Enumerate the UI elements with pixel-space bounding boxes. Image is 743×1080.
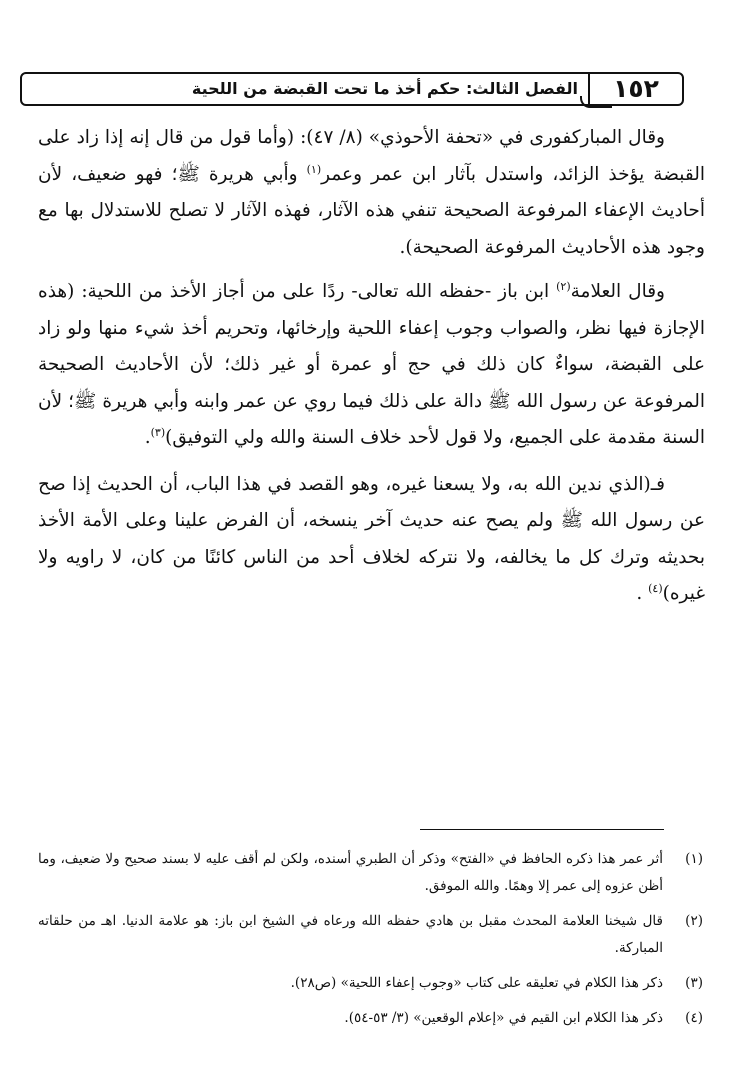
footnote-ref-2[interactable]: (٢): [556, 279, 571, 293]
paragraph-1-text-a: وقال المباركفورى في «تحفة الأحوذي» (٨/ ٤٧): (وأما قول من قال إنه إذا زاد على القبضة يؤخذ الزائد، واستدل بآثار ابن عمر وعمر: [38, 127, 705, 185]
footnotes: [38, 846, 703, 1040]
footnote-number: (٣): [685, 975, 703, 991]
paragraph-2-text-c: .: [144, 427, 151, 448]
footnote-ref-4[interactable]: (٤): [648, 581, 663, 595]
footnote-number: (٢): [685, 913, 703, 929]
footnote-3: [38, 970, 703, 997]
footnote-text: ذكر هذا الكلام في تعليقه على كتاب «وجوب إعفاء اللحية» (ص٢٨).: [290, 975, 663, 991]
footnote-1: [38, 846, 703, 900]
paragraph-1-text-b: وأبي هريرة ﷺ؛ فهو ضعيف، لأن أحاديث الإعفاء المرفوعة الصحيحة تنفي هذه الآثار، فهذه الآثار لا تصلح للاستدلال بها مع وجود هذه الأحاديث المرفوعة الصحيحة).: [38, 163, 705, 258]
footnote-separator: [420, 829, 664, 830]
paragraph-1: [38, 120, 705, 266]
paragraph-3-text-b: .: [636, 583, 649, 604]
footnote-number: (٤): [685, 1010, 703, 1026]
paragraph-3-text-a: فـ(الذي ندين الله به، ولا يسعنا غيره، وهو القصد في هذا الباب، أن الحديث إذا صح عن رسول الله ﷺ ولم يصح عنه حديث آخر ينسخه، أن الفرض علينا وعلى الأمة الأخذ بحديثه وترك كل ما يخالفه، ولا نتركه لخلاف أحد من الناس كائنًا من كان، لا راويه ولا غيره): [38, 473, 705, 604]
footnote-4: [38, 1005, 703, 1032]
footnote-text: ذكر هذا الكلام ابن القيم في «إعلام الوقعين» (٣/ ٥٣-٥٤).: [344, 1010, 663, 1026]
paragraph-3: [38, 467, 705, 613]
chapter-title: الفصل الثالث: حكم أخذ ما تحت القبضة من اللحية: [191, 79, 578, 98]
footnote-ref-3[interactable]: (٣): [150, 425, 166, 439]
paragraph-2-text-b: ابن باز -حفظه الله تعالى- ردًا على من أجاز الأخذ من اللحية: (هذه الإجازة فيها نظر، والصواب وجوب إعفاء اللحية وإرخائها، وتحريم أخذ شيء منها ولو زاد على القبضة، سواءٌ كان ذلك في حج أو عمرة أو غير ذلك؛ لأن الأحاديث الصحيحة المرفوعة عن رسول الله ﷺ دالة على ذلك فيما روي عن عمر وابنه وأبي هريرة ﷺ؛ لأن السنة مقدمة على الجميع، ولا قول لأحد خلاف السنة والله ولي التوفيق): [38, 281, 705, 448]
footnote-text: قال شيخنا العلامة المحدث مقبل بن هادي حفظه الله ورعاه في الشيخ ابن باز: هو علامة الدنيا. اهـ من حلقاته المباركة.: [38, 913, 663, 956]
page-number: ١٥٢: [588, 72, 682, 106]
paragraph-2-text-a: وقال العلامة: [570, 281, 665, 302]
footnote-text: أثر عمر هذا ذكره الحافظ في «الفتح» وذكر أن الطبري أسنده، ولكن لم أقف عليه لا بسند صحيح ولا ضعيف، وما أظن عزوه إلى عمر إلا وهمًا. والله الموفق.: [38, 851, 663, 894]
footnote-ref-1[interactable]: (١): [306, 162, 322, 176]
header-ornament: [580, 96, 612, 108]
main-text: [38, 120, 705, 623]
paragraph-2: [38, 274, 705, 457]
footnote-number: (١): [685, 851, 703, 867]
page-header: [20, 72, 684, 106]
footnote-2: [38, 908, 703, 962]
